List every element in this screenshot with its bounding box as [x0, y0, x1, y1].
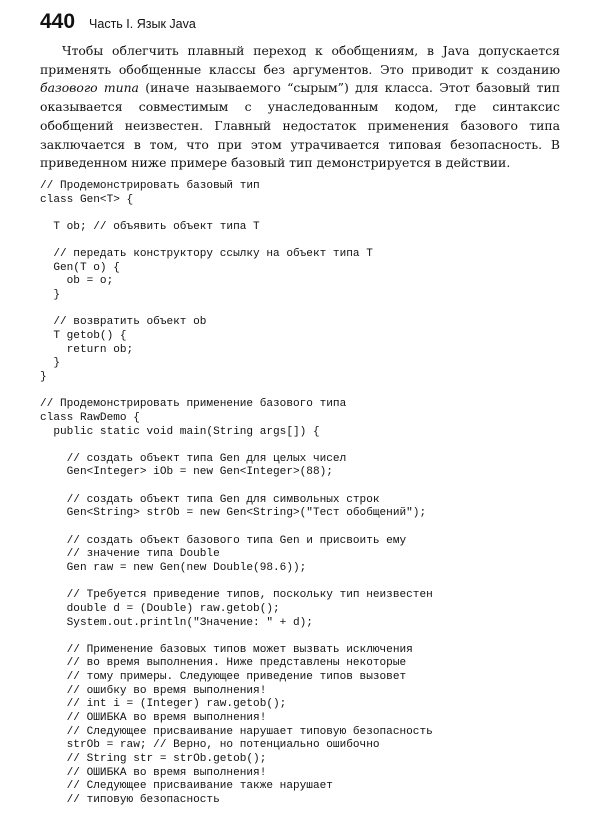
code-line: double d = (Double) raw.getob();	[40, 602, 280, 615]
code-line: }	[40, 289, 60, 302]
code-line: // Продемонстрировать базовый тип	[40, 180, 260, 192]
code-line: // создать объект типа Gen для целых чисел	[40, 452, 347, 465]
running-head: Часть I. Язык Java	[89, 17, 196, 31]
code-line	[40, 630, 580, 644]
code-line	[40, 207, 580, 221]
code-line: T ob; // объявить объект типа T	[40, 220, 260, 233]
code-line: // возвратить объект ob	[40, 316, 207, 329]
code-line: // типовую безопасность	[40, 793, 220, 806]
code-line	[40, 385, 580, 399]
code-line	[40, 521, 580, 535]
code-line: strOb = raw; // Верно, но потенциально ошибочно	[40, 739, 380, 752]
code-line: return ob;	[40, 343, 134, 356]
code-line: public static void main(String args[]) {	[40, 425, 320, 438]
code-line: // тому примеры. Следующее приведение типов вызовет	[40, 671, 407, 684]
paragraph-text-end: (иначе называемого “сырым”) для класса. Этот базовый тип оказывается совместимым с унаследованным кодом, где синтаксис обобщений неизвестен. Главный недостаток применения базового типа заключается в том, что при этом утрачивается типовая безопасность. В приведенном ниже примере базовый тип демонстрируется в действии.	[40, 80, 560, 171]
code-line: // int i = (Integer) raw.getob();	[40, 698, 287, 711]
code-line: class Gen<T> {	[40, 193, 134, 206]
code-line	[40, 576, 580, 590]
code-line: Gen(T o) {	[40, 261, 120, 274]
code-line	[40, 235, 580, 249]
code-line: // Следующее присваивание также нарушает	[40, 780, 333, 793]
code-line: }	[40, 357, 60, 370]
code-line: // значение типа Double	[40, 548, 220, 561]
page-header	[40, 10, 196, 38]
page-number: 440	[40, 10, 76, 33]
code-line: // Требуется приведение типов, поскольку тип неизвестен	[40, 589, 433, 602]
code-line	[40, 303, 580, 317]
code-line	[40, 439, 580, 453]
code-line: // создать объект типа Gen для символьных строк	[40, 493, 380, 506]
code-line: // ошибку во время выполнения!	[40, 684, 267, 697]
code-line: Gen raw = new Gen(new Double(98.6));	[40, 561, 307, 574]
code-line: class RawDemo {	[40, 411, 140, 424]
code-line: // String str = strOb.getob();	[40, 752, 267, 765]
code-line: // ОШИБКА во время выполнения!	[40, 711, 267, 724]
code-line: Gen<String> strOb = new Gen<String>("Тест обобщений");	[40, 507, 427, 520]
intro-paragraph	[40, 42, 560, 173]
code-line: System.out.println("Значение: " + d);	[40, 616, 313, 629]
code-line: // ОШИБКА во время выполнения!	[40, 766, 267, 779]
code-line: Gen<Integer> iOb = new Gen<Integer>(88);	[40, 466, 333, 479]
code-line: // передать конструктору ссылку на объект типа T	[40, 248, 373, 261]
code-line: // Применение базовых типов может вызвать исключения	[40, 643, 413, 656]
code-line: // Следующее присваивание нарушает типовую безопасность	[40, 725, 433, 738]
paragraph-text-start: Чтобы облегчить плавный переход к обобщениям, в Java допускается применять обобщенные классы без аргументов. Это приводит к созданию	[40, 43, 560, 77]
code-line: ob = o;	[40, 275, 114, 288]
code-line: T getob() {	[40, 330, 127, 343]
code-line: // Продемонстрировать применение базового типа	[40, 398, 347, 411]
emphasized-term: базового типа	[40, 80, 139, 96]
code-line: // создать объект базового типа Gen и присвоить ему	[40, 534, 407, 547]
code-line: }	[40, 370, 47, 383]
code-listing	[40, 180, 580, 807]
code-line	[40, 480, 580, 494]
code-line: // во время выполнения. Ниже представлены некоторые	[40, 657, 407, 670]
